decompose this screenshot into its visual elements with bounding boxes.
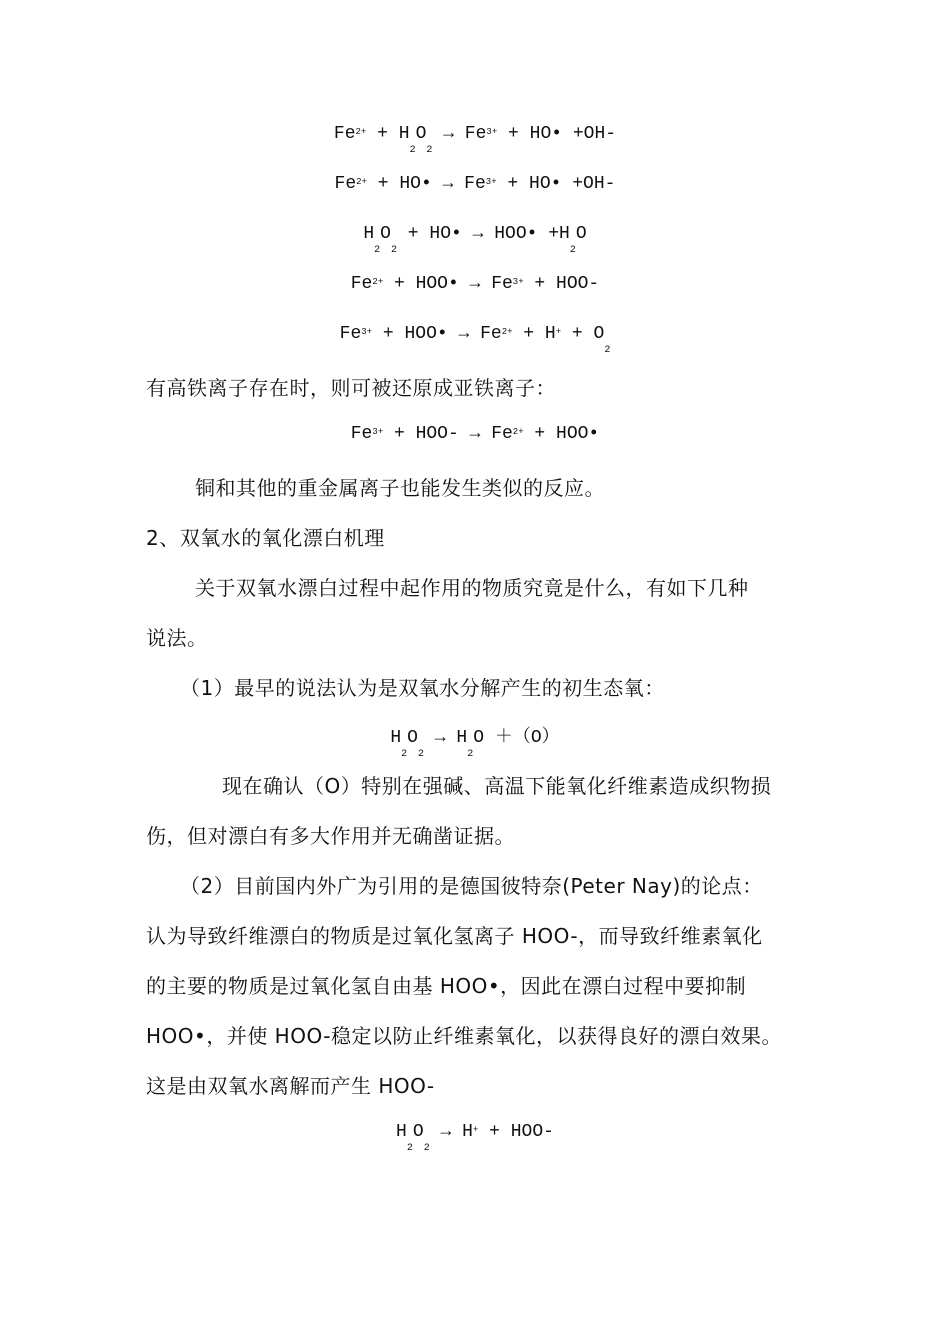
- equation-8: $H_2O_2 \to H^+ + HOO-$: [396, 1122, 554, 1154]
- equation-3: $H_2O_2$ + HO• → HOO• $+H_2O$: [363, 224, 587, 256]
- paragraph-confirm-line1: 现在确认（O）特别在强碱、高温下能氧化纤维素造成织物损: [222, 774, 772, 798]
- paragraph-theory-2-line2: 认为导致纤维漂白的物质是过氧化氢离子 HOO-，而导致纤维素氧化: [146, 924, 763, 948]
- equation-5: $Fe^{3+}$ + HOO• → $Fe^{2+} + H^+ + O_2$: [339, 324, 611, 356]
- paragraph-confirm-line2: 伤，但对漂白有多大作用并无确凿证据。: [146, 824, 515, 848]
- equation-7: $H_2O_2 \to H_2O +(O)$: [390, 728, 560, 760]
- paragraph-theory-2-line5: 这是由双氧水离解而产生 HOO-: [146, 1074, 435, 1098]
- equation-6: $Fe^{3+} + HOO- \to Fe^{2+}$ + HOO•: [350, 424, 600, 444]
- equation-1: $Fe^{2+} + H_2O_2 \to Fe^{3+}$ + HO• +OH-: [333, 124, 617, 156]
- section-heading: 2、双氧水的氧化漂白机理: [146, 526, 385, 550]
- equation-2: $Fe^{2+}$ + HO• → $Fe^{3+}$ + HO• +OH-: [334, 174, 616, 194]
- paragraph-ferric-reduction: 有高铁离子存在时，则可被还原成亚铁离子：: [146, 376, 556, 400]
- equation-4: $Fe^{2+}$ + HOO• → $Fe^{3+} + HOO-$: [350, 274, 600, 294]
- paragraph-theory-1: （1）最早的说法认为是双氧水分解产生的初生态氧：: [180, 676, 665, 700]
- paragraph-copper-metals: 铜和其他的重金属离子也能发生类似的反应。: [195, 476, 605, 500]
- paragraph-theory-2-line1: （2）目前国内外广为引用的是德国彼特奈(Peter Nay)的论点：: [180, 874, 763, 898]
- paragraph-intro-line2: 说法。: [146, 626, 208, 650]
- paragraph-theory-2-line3: 的主要的物质是过氧化氢自由基 HOO•，因此在漂白过程中要抑制: [146, 974, 747, 998]
- paragraph-theory-2-line4: HOO•，并使 HOO-稳定以防止纤维素氧化，以获得良好的漂白效果。: [146, 1024, 782, 1048]
- paragraph-intro-line1: 关于双氧水漂白过程中起作用的物质究竟是什么，有如下几种: [195, 576, 749, 600]
